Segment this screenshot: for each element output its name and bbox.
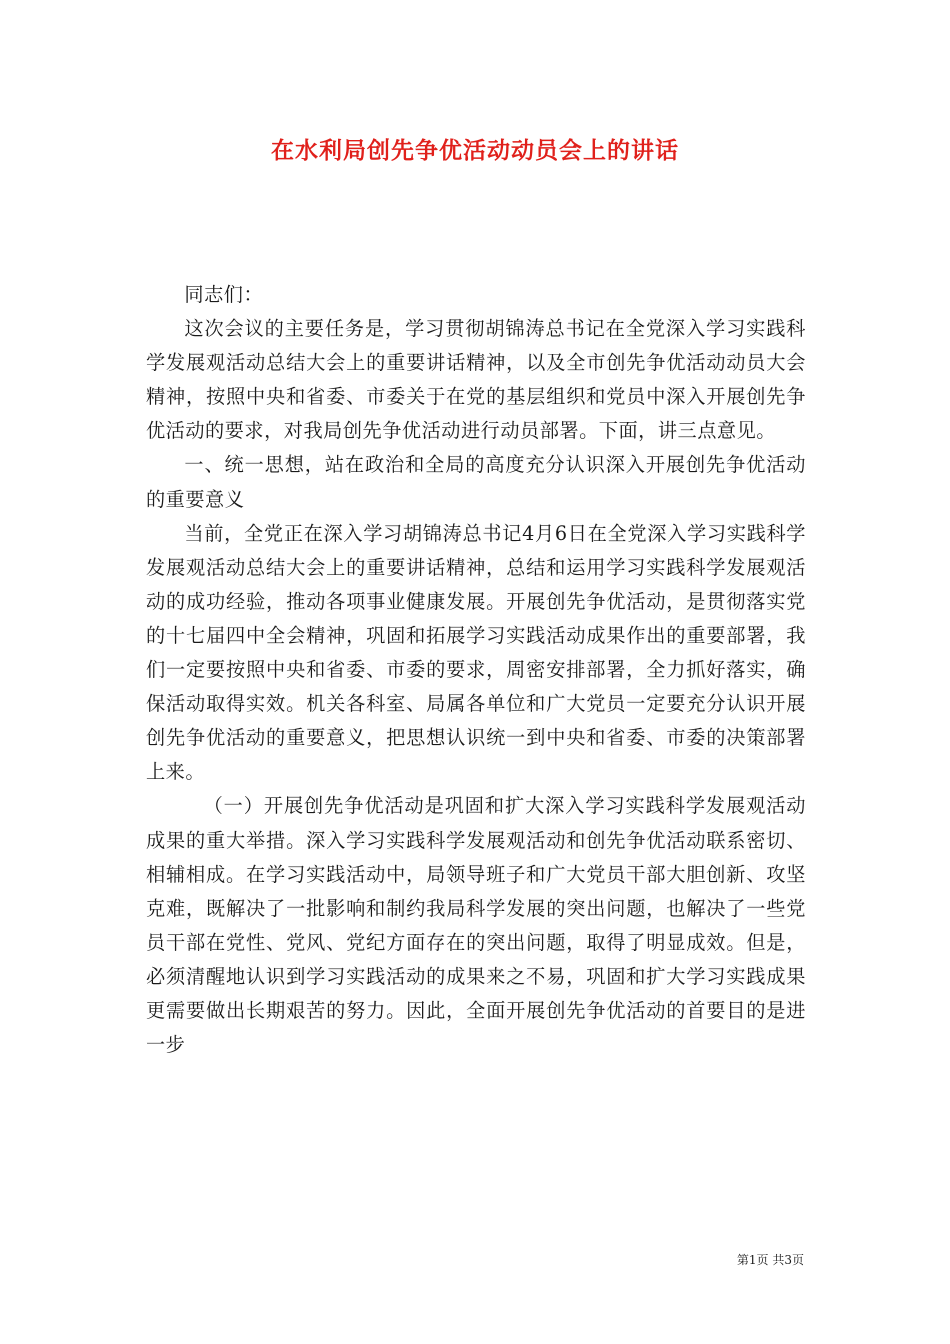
subsection-paragraph: （一）开展创先争优活动是巩固和扩大深入学习实践科学发展观活动成果的重大举措。深入学习实践科学发展观活动和创先争优活动联系密切、相辅相成。在学习实践活动中，局领导班子和广大党员干部大胆创新、攻坚克难，既解决了一批影响和制约我局科学发展的突出问题，也解决了一些党员干部在党性、党风、党纪方面存在的突出问题，取得了明显成效。但是，必须清醒地认识到学习实践活动的成果来之不易，巩固和扩大学习实践成果更需要做出长期艰苦的努力。因此，全面开展创先争优活动的首要目的是进一步 (146, 794, 806, 1057)
body-paragraph: 当前，全党正在深入学习胡锦涛总书记4月6日在全党深入学习实践科学发展观活动总结大会上的重要讲话精神，总结和运用学习实践科学发展观活动的成功经验，推动各项事业健康发展。开展创先争优活动，是贯彻落实党的十七届四中全会精神，巩固和拓展学习实践活动成果作出的重要部署，我们一定要按照中央和省委、市委的要求，周密安排部署，全力抓好落实，确保活动取得实效。机关各科室、局属各单位和广大党员一定要充分认识开展创先争优活动的重要意义，把思想认识统一到中央和省委、市委的决策部署上来。 (146, 521, 806, 784)
footer-prefix: 第 (736, 1253, 749, 1267)
document-body (146, 278, 806, 1062)
footer-suffix: 页 (791, 1253, 804, 1267)
footer-current-page: 1 (748, 1253, 757, 1267)
footer-total-pages: 3 (784, 1253, 792, 1267)
section-heading-paragraph: 一、统一思想，站在政治和全局的高度充分认识深入开展创先争优活动的重要意义 (146, 453, 806, 511)
footer-mid: 页 共 (756, 1253, 785, 1267)
salutation-paragraph: 同志们： (184, 283, 264, 306)
body-paragraph: 这次会议的主要任务是，学习贯彻胡锦涛总书记在全党深入学习实践科学发展观活动总结大会上的重要讲话精神，以及全市创先争优活动动员大会精神，按照中央和省委、市委关于在党的基层组织和党员中深入开展创先争优活动的要求，对我局创先争优活动进行动员部署。下面，讲三点意见。 (146, 317, 806, 443)
document-title: 在水利局创先争优活动动员会上的讲话 (271, 137, 679, 164)
page-number-footer (737, 1251, 804, 1268)
